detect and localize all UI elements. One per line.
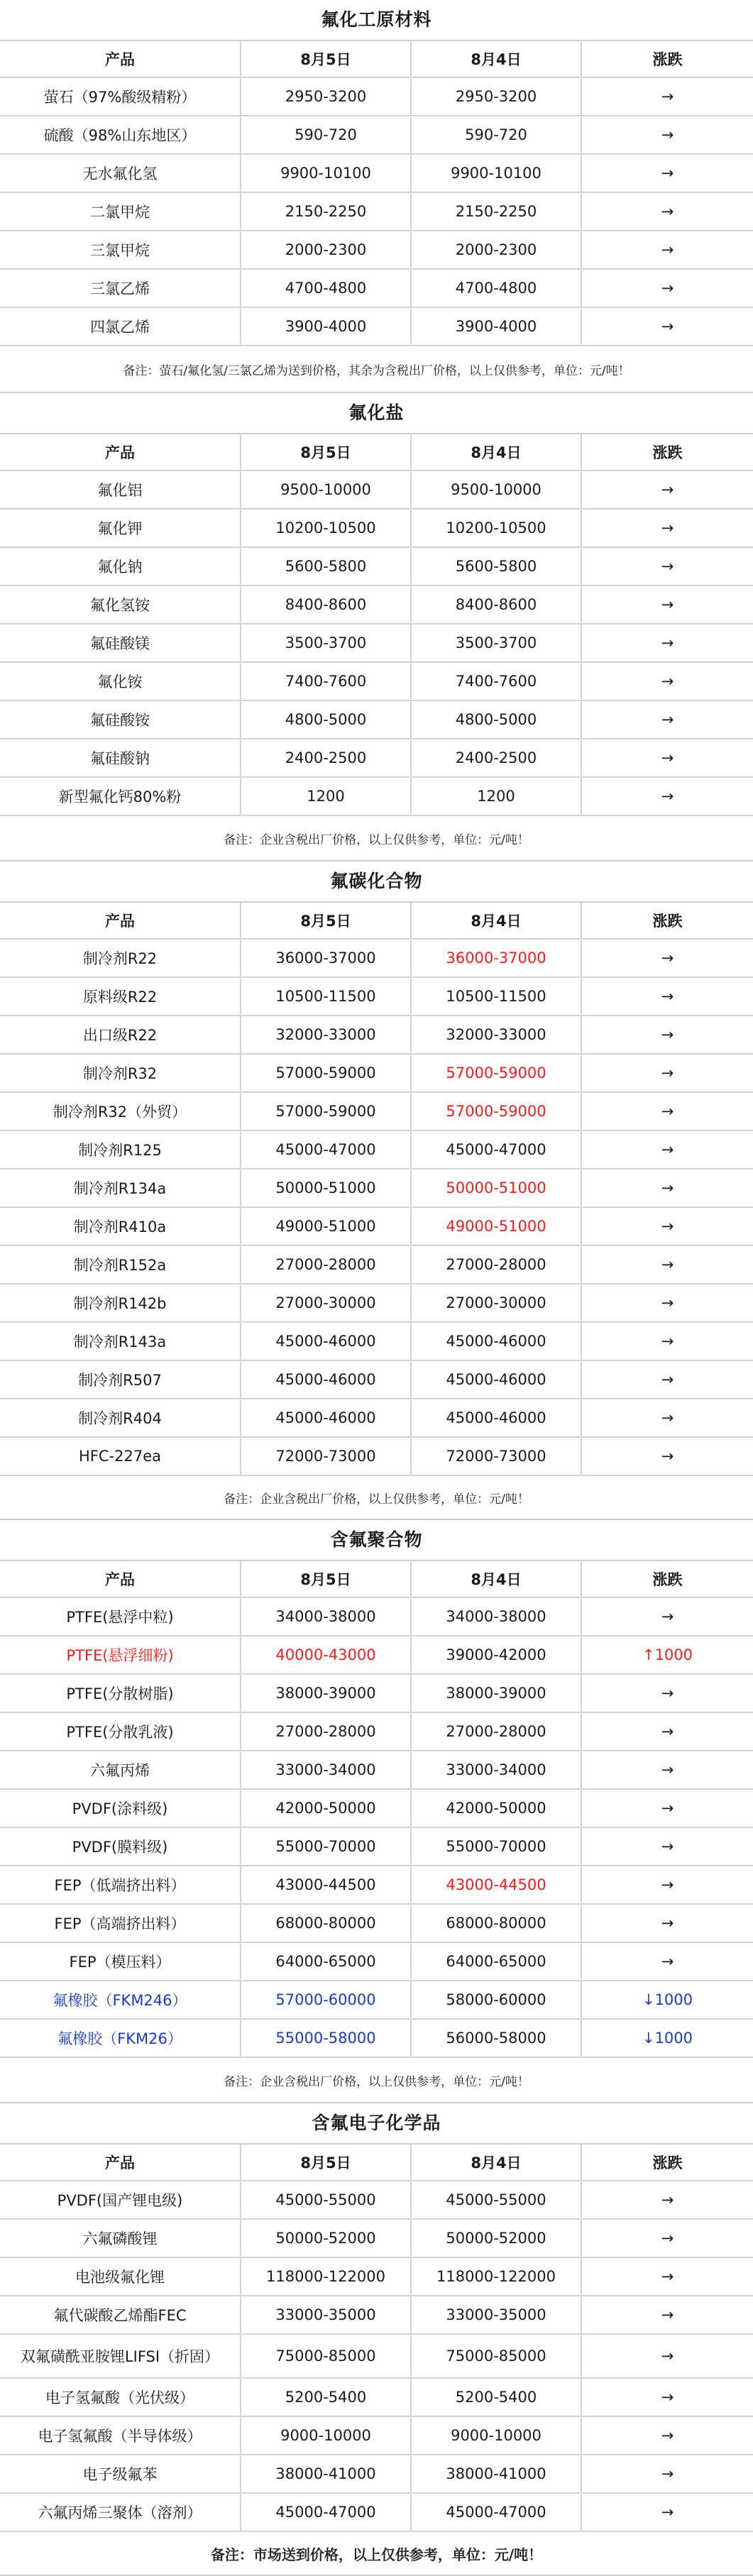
table-row bbox=[0, 2417, 753, 2455]
column-header: 涨跌 bbox=[652, 51, 683, 68]
product-name: 制冷剂R134a bbox=[0, 1169, 241, 1206]
price-aug4: 10200-10500 bbox=[412, 510, 582, 546]
change-indicator: ↓1000 bbox=[642, 2030, 693, 2047]
price-aug5: 4700-4800 bbox=[241, 270, 412, 307]
price-aug4: 7400-7600 bbox=[412, 663, 582, 700]
product-name: 氟化氢铵 bbox=[0, 586, 241, 623]
change-indicator: → bbox=[661, 1218, 674, 1235]
price-aug5: 34000-38000 bbox=[241, 1598, 412, 1635]
price-aug5: 38000-41000 bbox=[241, 2455, 412, 2492]
price-aug4: 45000-46000 bbox=[412, 1323, 582, 1360]
price-aug5: 27000-28000 bbox=[241, 1713, 412, 1750]
price-aug5: 57000-59000 bbox=[241, 1093, 412, 1130]
section-note: 备注：企业含税出厂价格，以上仅供参考，单位：元/吨！ bbox=[0, 816, 753, 862]
column-header: 8月4日 bbox=[412, 41, 582, 77]
table-row bbox=[0, 2220, 753, 2258]
price-aug5: 43000-44500 bbox=[241, 1866, 412, 1903]
price-aug5: 45000-47000 bbox=[241, 1131, 412, 1168]
price-aug5: 118000-122000 bbox=[241, 2258, 412, 2295]
price-aug4: 45000-47000 bbox=[412, 1131, 582, 1168]
table-row bbox=[0, 1055, 753, 1093]
product-name: PTFE(悬浮中粒) bbox=[0, 1598, 241, 1635]
price-aug4: 9500-10000 bbox=[412, 471, 582, 508]
column-header: 8月5日 bbox=[241, 2145, 412, 2180]
column-header: 8月5日 bbox=[241, 1561, 412, 1597]
price-aug5: 9000-10000 bbox=[241, 2417, 412, 2454]
price-aug4: 27000-28000 bbox=[412, 1246, 582, 1283]
table-row bbox=[0, 701, 753, 739]
section-title: 含氟电子化学品 bbox=[0, 2103, 753, 2145]
price-aug5: 55000-58000 bbox=[241, 2020, 412, 2057]
product-name: 制冷剂R507 bbox=[0, 1361, 241, 1398]
price-aug5: 10500-11500 bbox=[241, 978, 412, 1015]
price-aug4: 1200 bbox=[412, 778, 582, 815]
change-indicator: → bbox=[661, 165, 674, 182]
product-name: PTFE(分散乳液) bbox=[0, 1713, 241, 1750]
price-aug4: 57000-59000 bbox=[412, 1055, 582, 1091]
table-row bbox=[0, 739, 753, 778]
table-row bbox=[0, 2455, 753, 2494]
product-name: 制冷剂R125 bbox=[0, 1131, 241, 1168]
change-indicator: → bbox=[661, 1838, 674, 1855]
price-aug5: 50000-52000 bbox=[241, 2220, 412, 2257]
section-note: 备注：企业含税出厂价格，以上仅供参考，单位：元/吨！ bbox=[0, 2058, 753, 2103]
price-aug5: 45000-46000 bbox=[241, 1399, 412, 1436]
section-title: 氟化盐 bbox=[0, 393, 753, 434]
product-name: PTFE(悬浮细粉) bbox=[0, 1636, 241, 1673]
table-row bbox=[0, 2379, 753, 2417]
section-note: 备注：萤石/氟化氢/三氯乙烯为送到价格，其余为含税出厂价格，以上仅供参考，单位：元/吨！ bbox=[0, 346, 753, 393]
price-aug5: 45000-47000 bbox=[241, 2494, 412, 2531]
price-aug5: 3900-4000 bbox=[241, 308, 412, 345]
price-aug4: 57000-59000 bbox=[412, 1093, 582, 1130]
change-indicator: → bbox=[661, 1103, 674, 1120]
price-aug5: 45000-55000 bbox=[241, 2181, 412, 2218]
table-row bbox=[0, 1943, 753, 1981]
change-indicator: → bbox=[661, 2268, 674, 2285]
change-indicator: → bbox=[661, 2427, 674, 2444]
product-name: 六氟丙烯 bbox=[0, 1751, 241, 1788]
table-row bbox=[0, 1169, 753, 1208]
table-row bbox=[0, 1323, 753, 1361]
table-row bbox=[0, 308, 753, 346]
header-row bbox=[0, 41, 753, 78]
table-row bbox=[0, 624, 753, 663]
product-name: 四氯乙烯 bbox=[0, 308, 241, 345]
product-name: PVDF(国产锂电级) bbox=[0, 2181, 241, 2218]
table-row bbox=[0, 1713, 753, 1751]
product-name: 氟化铵 bbox=[0, 663, 241, 700]
price-aug5: 2000-2300 bbox=[241, 231, 412, 268]
price-aug4: 49000-51000 bbox=[412, 1208, 582, 1245]
change-indicator: → bbox=[661, 788, 674, 805]
product-name: 三氯乙烯 bbox=[0, 270, 241, 307]
price-aug5: 2400-2500 bbox=[241, 739, 412, 776]
product-name: FEP（高端挤出料） bbox=[0, 1905, 241, 1942]
header-row bbox=[0, 434, 753, 471]
column-header: 产品 bbox=[0, 434, 241, 470]
price-aug4: 50000-51000 bbox=[412, 1169, 582, 1206]
table-row bbox=[0, 1790, 753, 1828]
column-header: 8月5日 bbox=[241, 434, 412, 470]
column-header: 涨跌 bbox=[652, 444, 683, 461]
column-header: 涨跌 bbox=[652, 1571, 683, 1588]
product-name: 电子氢氟酸（半导体级） bbox=[0, 2417, 241, 2454]
price-aug4: 45000-46000 bbox=[412, 1361, 582, 1398]
table-row bbox=[0, 1208, 753, 1246]
product-name: 氟橡胶（FKM26） bbox=[0, 2020, 241, 2057]
product-name: 三氯甲烷 bbox=[0, 231, 241, 268]
price-aug5: 72000-73000 bbox=[241, 1438, 412, 1475]
price-aug4: 38000-39000 bbox=[412, 1675, 582, 1712]
price-aug4: 45000-47000 bbox=[412, 2494, 582, 2531]
price-aug5: 42000-50000 bbox=[241, 1790, 412, 1827]
change-indicator: → bbox=[661, 1294, 674, 1311]
change-indicator: → bbox=[661, 1409, 674, 1426]
column-header: 8月5日 bbox=[241, 41, 412, 77]
change-indicator: → bbox=[661, 2347, 674, 2365]
table-row bbox=[0, 2258, 753, 2296]
price-aug5: 33000-35000 bbox=[241, 2296, 412, 2333]
table-row bbox=[0, 1828, 753, 1866]
price-aug5: 33000-34000 bbox=[241, 1751, 412, 1788]
price-aug5: 2150-2250 bbox=[241, 193, 412, 230]
table-row bbox=[0, 940, 753, 978]
price-aug5: 55000-70000 bbox=[241, 1828, 412, 1865]
price-aug5: 68000-80000 bbox=[241, 1905, 412, 1942]
price-aug5: 50000-51000 bbox=[241, 1169, 412, 1206]
table-row bbox=[0, 231, 753, 270]
price-aug5: 5200-5400 bbox=[241, 2379, 412, 2416]
price-aug4: 27000-30000 bbox=[412, 1284, 582, 1321]
product-name: 电子氢氟酸（光伏级） bbox=[0, 2379, 241, 2416]
price-aug5: 57000-59000 bbox=[241, 1055, 412, 1091]
price-aug4: 590-720 bbox=[412, 116, 582, 153]
section-title: 氟化工原材料 bbox=[0, 0, 753, 41]
column-header: 产品 bbox=[0, 1561, 241, 1597]
table-row bbox=[0, 1981, 753, 2020]
change-indicator: → bbox=[661, 2306, 674, 2323]
change-indicator: → bbox=[661, 711, 674, 728]
price-aug5: 5600-5800 bbox=[241, 548, 412, 585]
table-row bbox=[0, 1246, 753, 1284]
price-aug4: 50000-52000 bbox=[412, 2220, 582, 2257]
product-name: 氟硅酸镁 bbox=[0, 624, 241, 661]
price-aug4: 3500-3700 bbox=[412, 624, 582, 661]
product-name: PTFE(分散树脂) bbox=[0, 1675, 241, 1712]
change-indicator: → bbox=[661, 203, 674, 220]
table-row bbox=[0, 270, 753, 308]
product-name: 氟硅酸铵 bbox=[0, 701, 241, 738]
price-aug4: 10500-11500 bbox=[412, 978, 582, 1015]
section-note: 备注：市场送到价格，以上仅供参考，单位：元/吨！ bbox=[0, 2532, 753, 2576]
product-name: PVDF(膜料级) bbox=[0, 1828, 241, 1865]
table-row bbox=[0, 2020, 753, 2058]
column-header: 涨跌 bbox=[652, 913, 683, 930]
change-indicator: → bbox=[661, 1256, 674, 1273]
table-row bbox=[0, 193, 753, 231]
product-name: 氟化钾 bbox=[0, 510, 241, 546]
price-aug5: 49000-51000 bbox=[241, 1208, 412, 1245]
change-indicator: → bbox=[661, 558, 674, 575]
table-row bbox=[0, 1751, 753, 1790]
header-row bbox=[0, 1561, 753, 1598]
change-indicator: → bbox=[661, 1333, 674, 1350]
section-title: 氟碳化合物 bbox=[0, 862, 753, 903]
price-aug5: 38000-39000 bbox=[241, 1675, 412, 1712]
change-indicator: → bbox=[661, 1608, 674, 1625]
price-aug5: 57000-60000 bbox=[241, 1981, 412, 2018]
price-aug4: 2150-2250 bbox=[412, 193, 582, 230]
price-aug4: 2950-3200 bbox=[412, 78, 582, 115]
table-row bbox=[0, 1905, 753, 1943]
table-row bbox=[0, 1675, 753, 1713]
change-indicator: → bbox=[661, 2230, 674, 2247]
price-aug5: 64000-65000 bbox=[241, 1943, 412, 1980]
table-row bbox=[0, 116, 753, 155]
price-aug5: 590-720 bbox=[241, 116, 412, 153]
change-indicator: → bbox=[661, 2191, 674, 2208]
change-indicator: → bbox=[661, 1915, 674, 1932]
price-aug4: 5600-5800 bbox=[412, 548, 582, 585]
table-row bbox=[0, 1016, 753, 1055]
table-row bbox=[0, 586, 753, 624]
change-indicator: → bbox=[661, 280, 674, 297]
section-title: 含氟聚合物 bbox=[0, 1520, 753, 1561]
product-name: 制冷剂R22 bbox=[0, 940, 241, 976]
price-aug4: 38000-41000 bbox=[412, 2455, 582, 2492]
table-row bbox=[0, 1361, 753, 1399]
product-name: 氟化钠 bbox=[0, 548, 241, 585]
price-aug4: 39000-42000 bbox=[412, 1636, 582, 1673]
price-aug4: 3900-4000 bbox=[412, 308, 582, 345]
price-aug5: 36000-37000 bbox=[241, 940, 412, 976]
column-header: 8月4日 bbox=[412, 2145, 582, 2180]
column-header: 产品 bbox=[0, 41, 241, 77]
table-row bbox=[0, 548, 753, 586]
table-row bbox=[0, 471, 753, 510]
price-aug5: 9500-10000 bbox=[241, 471, 412, 508]
change-indicator: → bbox=[661, 1723, 674, 1740]
product-name: 制冷剂R152a bbox=[0, 1246, 241, 1283]
price-aug5: 40000-43000 bbox=[241, 1636, 412, 1673]
price-aug5: 75000-85000 bbox=[241, 2335, 412, 2377]
price-aug4: 55000-70000 bbox=[412, 1828, 582, 1865]
change-indicator: → bbox=[661, 1141, 674, 1158]
price-aug4: 68000-80000 bbox=[412, 1905, 582, 1942]
price-aug4: 8400-8600 bbox=[412, 586, 582, 623]
change-indicator: → bbox=[661, 1026, 674, 1043]
product-name: 双氟磺酰亚胺锂LIFSI（折固） bbox=[0, 2335, 241, 2377]
price-aug5: 4800-5000 bbox=[241, 701, 412, 738]
price-aug5: 32000-33000 bbox=[241, 1016, 412, 1053]
price-aug4: 2000-2300 bbox=[412, 231, 582, 268]
price-aug5: 3500-3700 bbox=[241, 624, 412, 661]
section-note: 备注：企业含税出厂价格，以上仅供参考，单位：元/吨！ bbox=[0, 1476, 753, 1520]
price-aug5: 2950-3200 bbox=[241, 78, 412, 115]
change-indicator: → bbox=[661, 1876, 674, 1893]
product-name: 电池级氟化锂 bbox=[0, 2258, 241, 2295]
change-indicator: → bbox=[661, 2465, 674, 2482]
table-row bbox=[0, 2296, 753, 2335]
table-row bbox=[0, 1598, 753, 1636]
change-indicator: → bbox=[661, 749, 674, 766]
table-row bbox=[0, 78, 753, 116]
product-name: 制冷剂R142b bbox=[0, 1284, 241, 1321]
table-row bbox=[0, 663, 753, 701]
table-row bbox=[0, 1284, 753, 1323]
table-row bbox=[0, 2181, 753, 2220]
price-aug4: 42000-50000 bbox=[412, 1790, 582, 1827]
price-aug5: 9900-10100 bbox=[241, 155, 412, 192]
table-row bbox=[0, 2335, 753, 2379]
change-indicator: → bbox=[661, 1064, 674, 1081]
product-name: 制冷剂R410a bbox=[0, 1208, 241, 1245]
price-aug4: 9900-10100 bbox=[412, 155, 582, 192]
price-aug5: 1200 bbox=[241, 778, 412, 815]
table-row bbox=[0, 1636, 753, 1675]
table-row bbox=[0, 1866, 753, 1905]
product-name: 新型氟化钙80%粉 bbox=[0, 778, 241, 815]
price-aug4: 2400-2500 bbox=[412, 739, 582, 776]
change-indicator: → bbox=[661, 88, 674, 105]
product-name: 制冷剂R404 bbox=[0, 1399, 241, 1436]
product-name: FEP（低端挤出料） bbox=[0, 1866, 241, 1903]
table-row bbox=[0, 778, 753, 816]
price-aug4: 36000-37000 bbox=[412, 940, 582, 976]
product-name: 制冷剂R32 bbox=[0, 1055, 241, 1091]
price-aug4: 33000-35000 bbox=[412, 2296, 582, 2333]
change-indicator: → bbox=[661, 519, 674, 536]
price-aug4: 32000-33000 bbox=[412, 1016, 582, 1053]
product-name: 出口级R22 bbox=[0, 1016, 241, 1053]
price-aug4: 5200-5400 bbox=[412, 2379, 582, 2416]
price-aug4: 33000-34000 bbox=[412, 1751, 582, 1788]
price-aug4: 34000-38000 bbox=[412, 1598, 582, 1635]
product-name: 无水氟化氢 bbox=[0, 155, 241, 192]
price-aug4: 58000-60000 bbox=[412, 1981, 582, 2018]
change-indicator: ↓1000 bbox=[642, 1991, 693, 2008]
change-indicator: → bbox=[661, 2389, 674, 2406]
change-indicator: → bbox=[661, 2504, 674, 2521]
change-indicator: → bbox=[661, 1761, 674, 1778]
change-indicator: → bbox=[661, 950, 674, 967]
change-indicator: → bbox=[661, 1179, 674, 1196]
product-name: 制冷剂R32（外贸） bbox=[0, 1093, 241, 1130]
price-aug4: 43000-44500 bbox=[412, 1866, 582, 1903]
change-indicator: → bbox=[661, 673, 674, 690]
product-name: 二氯甲烷 bbox=[0, 193, 241, 230]
table-row bbox=[0, 1093, 753, 1131]
product-name: HFC-227ea bbox=[0, 1438, 241, 1475]
change-indicator: → bbox=[661, 1448, 674, 1465]
price-aug5: 27000-30000 bbox=[241, 1284, 412, 1321]
change-indicator: → bbox=[661, 1800, 674, 1817]
price-aug5: 8400-8600 bbox=[241, 586, 412, 623]
product-name: FEP（模压料） bbox=[0, 1943, 241, 1980]
price-aug4: 4800-5000 bbox=[412, 701, 582, 738]
column-header: 8月5日 bbox=[241, 903, 412, 938]
column-header: 产品 bbox=[0, 2145, 241, 2180]
header-row bbox=[0, 2145, 753, 2181]
price-aug4: 4700-4800 bbox=[412, 270, 582, 307]
price-aug4: 45000-46000 bbox=[412, 1399, 582, 1436]
price-aug5: 45000-46000 bbox=[241, 1361, 412, 1398]
table-row bbox=[0, 510, 753, 548]
product-name: 硫酸（98%山东地区） bbox=[0, 116, 241, 153]
product-name: 电子级氟苯 bbox=[0, 2455, 241, 2492]
price-aug4: 27000-28000 bbox=[412, 1713, 582, 1750]
price-aug5: 45000-46000 bbox=[241, 1323, 412, 1360]
change-indicator: → bbox=[661, 1953, 674, 1970]
column-header: 涨跌 bbox=[652, 2154, 683, 2172]
product-name: PVDF(涂料级) bbox=[0, 1790, 241, 1827]
change-indicator: → bbox=[661, 596, 674, 613]
table-row bbox=[0, 1399, 753, 1438]
section-0 bbox=[0, 0, 753, 393]
section-3 bbox=[0, 1520, 753, 2103]
product-name: 氟化铝 bbox=[0, 471, 241, 508]
product-name: 六氟磷酸锂 bbox=[0, 2220, 241, 2257]
change-indicator: → bbox=[661, 126, 674, 143]
change-indicator: → bbox=[661, 241, 674, 258]
change-indicator: → bbox=[661, 1371, 674, 1388]
table-row bbox=[0, 1438, 753, 1476]
section-2 bbox=[0, 862, 753, 1520]
product-name: 制冷剂R143a bbox=[0, 1323, 241, 1360]
product-name: 氟硅酸钠 bbox=[0, 739, 241, 776]
price-aug4: 72000-73000 bbox=[412, 1438, 582, 1475]
change-indicator: → bbox=[661, 318, 674, 335]
column-header: 8月4日 bbox=[412, 903, 582, 938]
change-indicator: ↑1000 bbox=[642, 1646, 693, 1663]
product-name: 原料级R22 bbox=[0, 978, 241, 1015]
section-1 bbox=[0, 393, 753, 862]
price-aug4: 56000-58000 bbox=[412, 2020, 582, 2057]
header-row bbox=[0, 903, 753, 940]
table-row bbox=[0, 978, 753, 1016]
change-indicator: → bbox=[661, 1685, 674, 1702]
product-name: 萤石（97%酸级精粉） bbox=[0, 78, 241, 115]
column-header: 8月4日 bbox=[412, 434, 582, 470]
product-name: 氟橡胶（FKM246） bbox=[0, 1981, 241, 2018]
column-header: 产品 bbox=[0, 903, 241, 938]
change-indicator: → bbox=[661, 634, 674, 651]
column-header: 8月4日 bbox=[412, 1561, 582, 1597]
price-aug4: 118000-122000 bbox=[412, 2258, 582, 2295]
table-row bbox=[0, 1131, 753, 1169]
change-indicator: → bbox=[661, 481, 674, 498]
table-row bbox=[0, 2494, 753, 2532]
price-aug5: 27000-28000 bbox=[241, 1246, 412, 1283]
price-aug4: 64000-65000 bbox=[412, 1943, 582, 1980]
change-indicator: → bbox=[661, 988, 674, 1005]
section-4 bbox=[0, 2103, 753, 2576]
product-name: 氟代碳酸乙烯酯FEC bbox=[0, 2296, 241, 2333]
price-aug5: 10200-10500 bbox=[241, 510, 412, 546]
price-aug4: 45000-55000 bbox=[412, 2181, 582, 2218]
product-name: 六氟丙烯三聚体（溶剂） bbox=[0, 2494, 241, 2531]
table-row bbox=[0, 155, 753, 193]
price-aug4: 9000-10000 bbox=[412, 2417, 582, 2454]
price-aug4: 75000-85000 bbox=[412, 2335, 582, 2377]
price-aug5: 7400-7600 bbox=[241, 663, 412, 700]
